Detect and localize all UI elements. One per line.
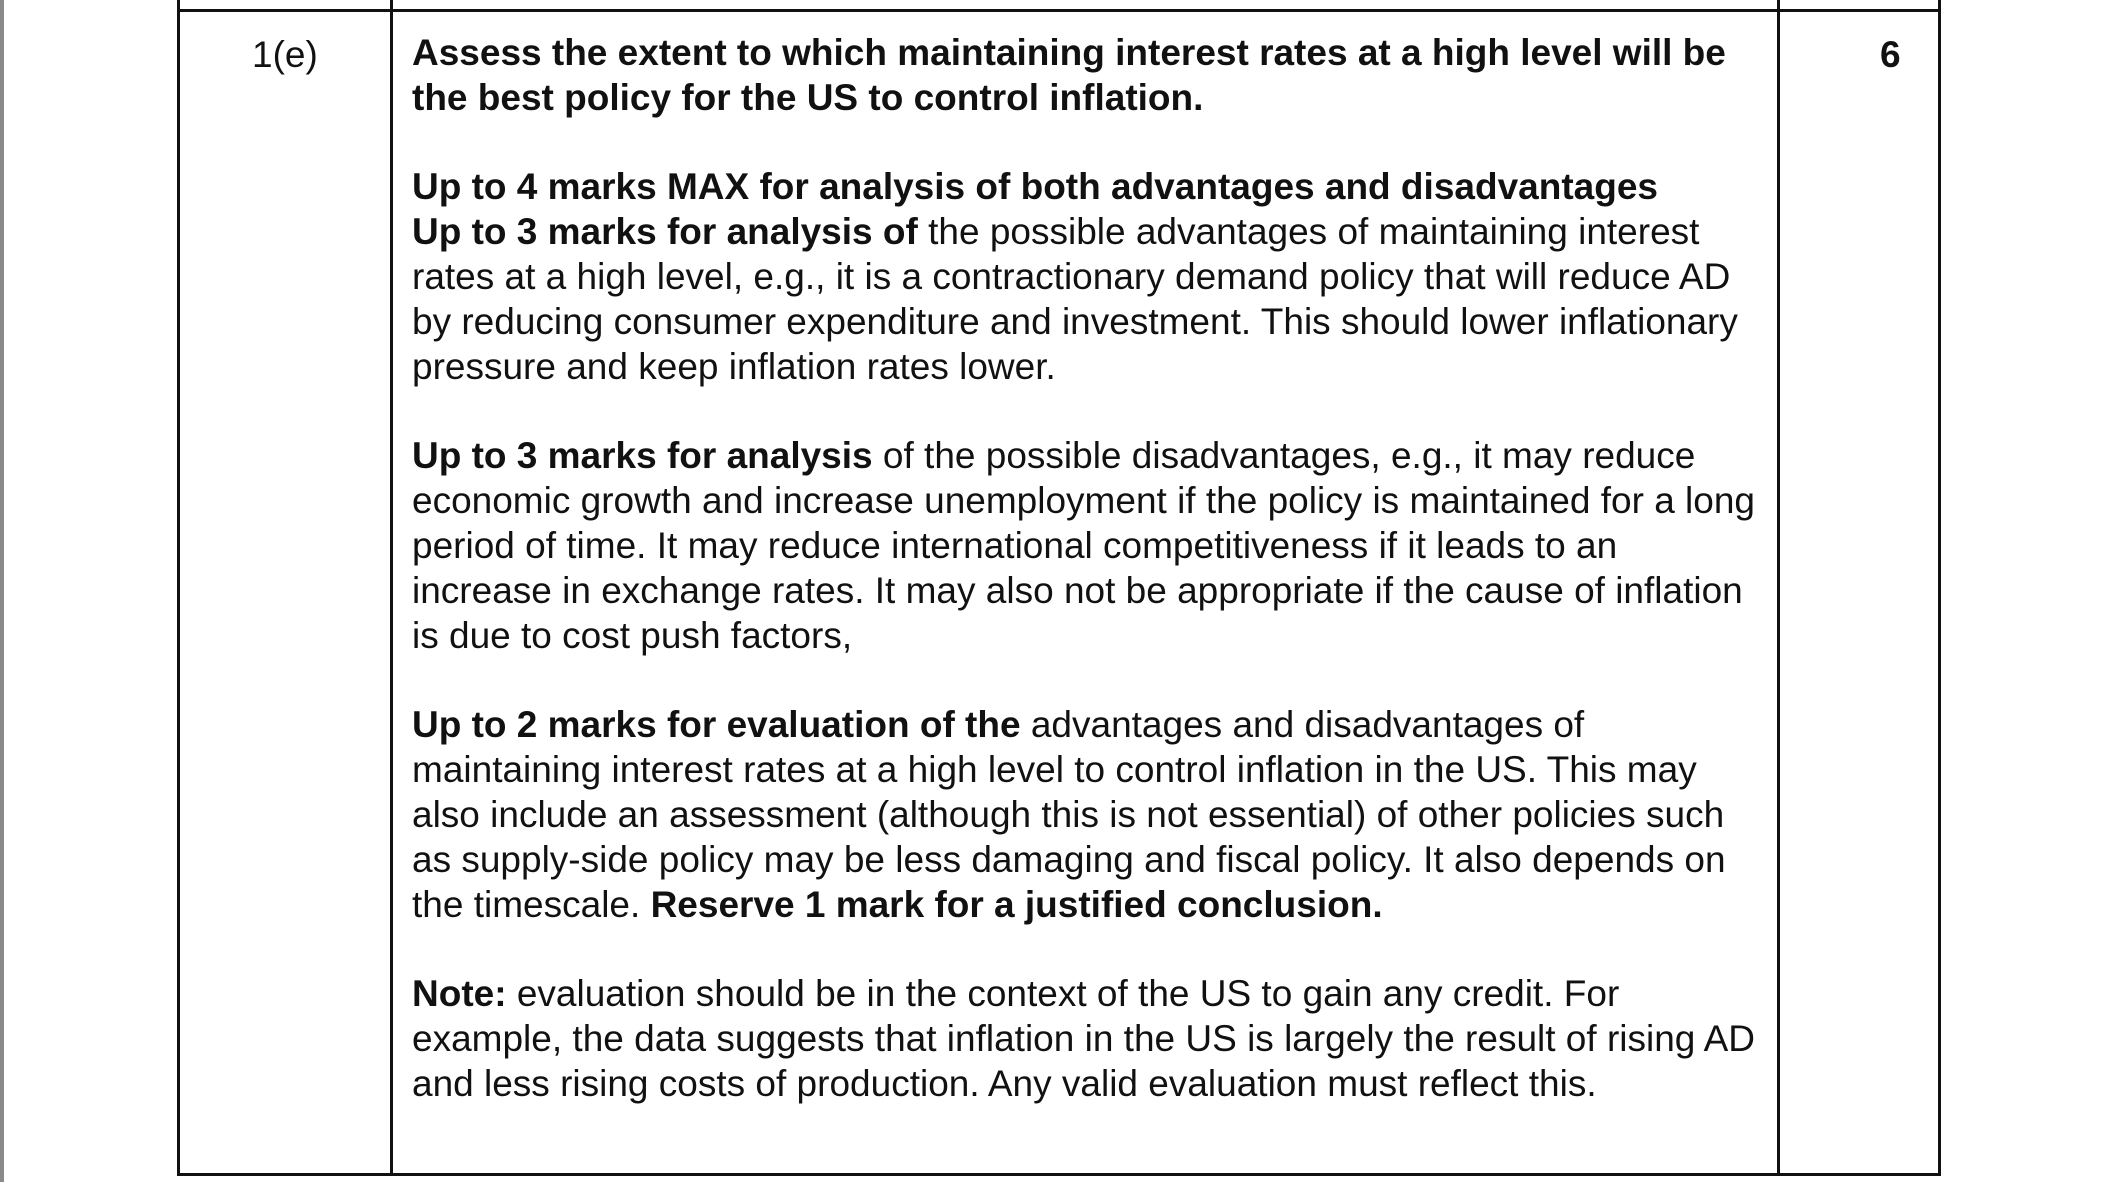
evaluation-block [412, 702, 1762, 927]
evaluation-lead: Up to 2 marks for evaluation of the [412, 704, 1021, 745]
column-divider-1 [390, 0, 393, 1176]
table-bottom-border [177, 1173, 1941, 1176]
max-marks-line: Up to 4 marks MAX for analysis of both advantages and disadvantages [412, 166, 1658, 207]
analysis-block [412, 164, 1762, 389]
note-text: evaluation should be in the context of the US to gain any credit. For example, the data suggests that inflation in the US is largely the result of rising AD and less rising costs of production. Any valid evaluation must reflect this. [412, 973, 1756, 1104]
table-left-border [177, 0, 180, 1176]
column-divider-2 [1777, 0, 1780, 1176]
disadvantages-lead: Up to 3 marks for analysis [412, 435, 873, 476]
table-right-border [1938, 0, 1941, 1176]
table-top-border [177, 9, 1941, 12]
question-number: 1(e) [252, 34, 318, 75]
mark-scheme-content [412, 30, 1762, 1106]
question-prompt: Assess the extent to which maintaining interest rates at a high level will be the best policy for the US to control inflation. [412, 32, 1726, 118]
note-lead: Note: [412, 973, 507, 1014]
evaluation-text: advantages and disadvantages of maintaining interest rates at a high level to control inflation in the US. This may also include an assessment (although this is not essential) of other policies such as supply-side policy may be less damaging and fiscal policy. It also depends on the timescale. [412, 704, 1726, 925]
disadvantages-text: of the possible disadvantages, e.g., it may reduce economic growth and increase unemployment if the policy is maintained for a long period of time. It may reduce international competitiveness if it leads to an increase in exchange rates. It may also not be appropriate if the cause of inflation is due to cost push factors, [412, 435, 1756, 656]
page-left-edge [0, 0, 4, 1182]
note-block [412, 971, 1762, 1106]
advantages-text: the possible advantages of maintaining interest rates at a high level, e.g., it is a contractionary demand policy that will reduce AD by reducing consumer expenditure and investment. This should lower inflationary pressure and keep inflation rates lower. [412, 211, 1738, 387]
disadvantages-block [412, 433, 1762, 658]
question-marks: 6 [1880, 34, 1901, 75]
reserve-mark-line: Reserve 1 mark for a justified conclusion. [650, 884, 1383, 925]
advantages-lead: Up to 3 marks for analysis of [412, 211, 918, 252]
